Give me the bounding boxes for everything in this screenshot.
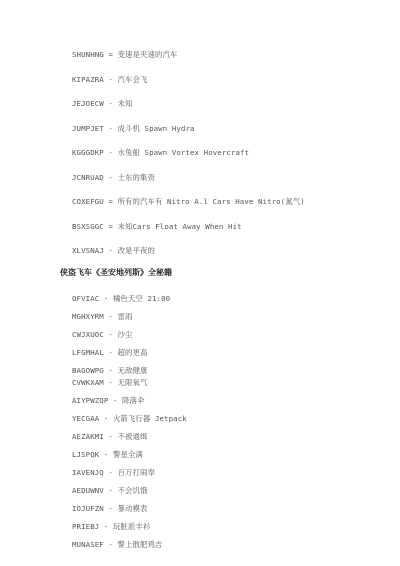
cheat-line: PRIEBJ - 玩脏派丰衫 <box>72 522 151 531</box>
cheat-line: MUNASEF - 警上散肥鸡吉 <box>72 540 163 549</box>
cheat-line: JCNRUAD - 士东的集资 <box>72 172 155 182</box>
cheat-line: LJSPQK - 警星全满 <box>72 450 143 459</box>
cheat-line: IAVENJQ - 百万打闹奉 <box>72 468 155 477</box>
cheat-line: KIPAZRA - 汽车会飞 <box>72 74 148 84</box>
cheat-line: BSXSGGC = 未知Cars Float Away When Hit <box>72 221 242 231</box>
cheat-line: BAGOWPG - 无敌健康 <box>72 366 148 375</box>
cheat-line: SHUNHNG = 变速是夹速的汽车 <box>72 50 178 59</box>
cheat-line: KGGGDKP - 水兔船 Spawn Vortex Hovercraft <box>72 148 250 157</box>
cheat-line: AEDUWNV - 不会饥饿 <box>72 486 148 495</box>
cheat-line: XLVSNAJ - 改是平夜的 <box>72 246 155 255</box>
section-heading: 侠盗飞车《圣安地列斯》全秘籍 <box>60 268 172 277</box>
cheat-line: MGHXYRM - 雷雨 <box>72 312 133 321</box>
cheat-line: AEZAKMI - 不被通缉 <box>72 432 148 441</box>
cheat-line: JEJOECW - 未知 <box>72 99 133 108</box>
cheat-line: IOJUFZN - 暴动模表 <box>72 504 148 513</box>
cheat-line: OFVIAC - 橘色天空 21:00 <box>72 294 171 303</box>
cheat-line: CVWKXAM - 无限氧气 <box>72 378 148 387</box>
cheat-line: AIYPWZQP - 降落伞 <box>72 396 145 405</box>
cheat-line: LFGMHAL - 超的更高 <box>72 348 148 357</box>
cheat-line: JUMPJET - 成斗机 Spawn Hydra <box>72 123 195 133</box>
cheat-line: COXEFGU = 所有的汽车有 Nitro A.l Cars Have Nitro(氮气) <box>72 197 305 206</box>
cheat-line: YECGAA - 火箭飞行器 Jetpack <box>72 414 187 423</box>
cheat-line: CWJXUOC - 沙尘 <box>72 330 133 339</box>
